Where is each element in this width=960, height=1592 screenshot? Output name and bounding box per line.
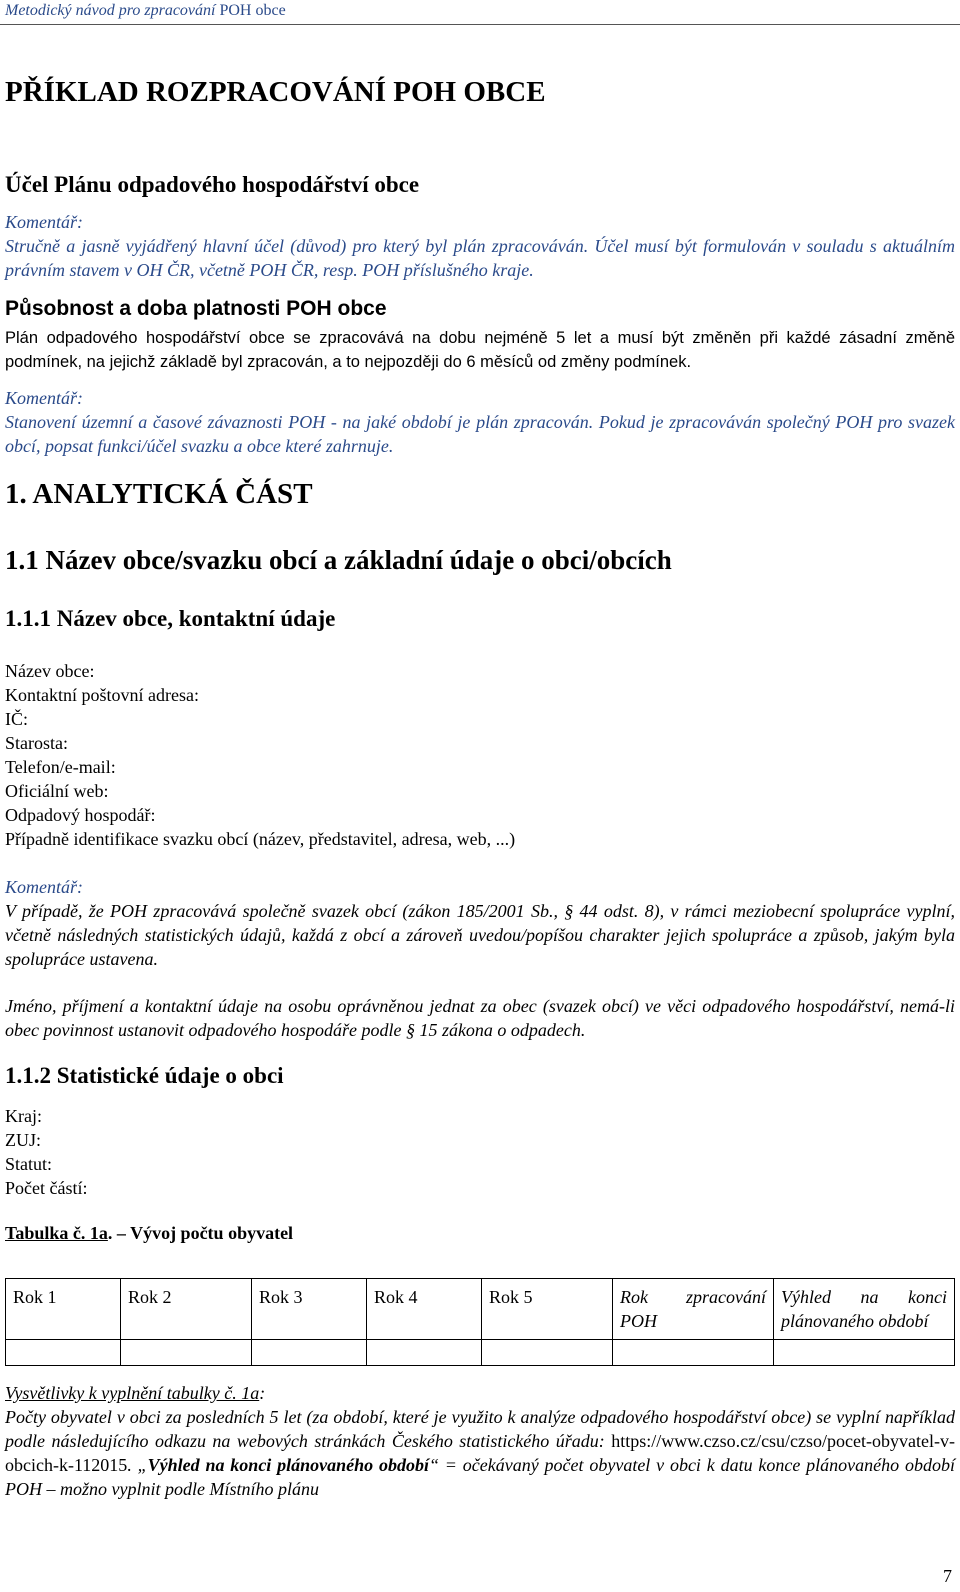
table-cell[interactable] [252, 1340, 367, 1366]
table-cell[interactable] [482, 1340, 613, 1366]
header-prefix: Metodický návod pro zpracování [5, 2, 216, 19]
field-municipality-name: Název obce: [5, 661, 95, 681]
explanation-text [5, 1405, 955, 1501]
table-label: Tabulka č. 1a [5, 1223, 108, 1243]
comment-label: Komentář: [5, 388, 83, 408]
section-1-1-2-heading: 1.1.2 Statistické údaje o obci [5, 1063, 284, 1088]
table-header-cell: Rok 5 [482, 1279, 613, 1340]
table-cell[interactable] [774, 1340, 955, 1366]
field-postal-address: Kontaktní poštovní adresa: [5, 685, 199, 705]
purpose-comment [5, 210, 955, 282]
explanation-colon: : [259, 1383, 266, 1403]
table-header-cell: Rok 2 [121, 1279, 252, 1340]
scope-text: Plán odpadového hospodářství obce se zpracovává na dobu nejméně 5 let a musí být změněn při každé zásadní změně podmínek, na jejichž základě byl zpracován, a to nejpozději do 6 měsíců od změny podmínek. [5, 329, 955, 371]
table-cell[interactable] [6, 1340, 121, 1366]
field-union-identification: Případně identifikace svazku obcí (název, představitel, adresa, web, ...) [5, 829, 516, 849]
field-ic: IČ: [5, 709, 29, 729]
field-zuj: ZUJ: [5, 1130, 41, 1150]
contact-comment [5, 875, 955, 971]
field-region: Kraj: [5, 1106, 42, 1126]
scope-comment [5, 386, 955, 458]
table-cell[interactable] [613, 1340, 774, 1366]
running-header [5, 2, 286, 20]
scope-heading: Působnost a doba platnosti POH obce [5, 297, 387, 320]
comment-text: Stanovení územní a časové závaznosti POH - na jaké období je plán zpracován. Pokud je zpracováván společný POH pro svazek obcí, popsat funkci/účel svazku a obce které zahrnuje. [5, 412, 955, 456]
table-header-cell: Rok 1 [6, 1279, 121, 1340]
table-explanation [5, 1381, 955, 1501]
table-cell[interactable] [121, 1340, 252, 1366]
field-waste-manager: Odpadový hospodář: [5, 805, 156, 825]
comment-label: Komentář: [5, 212, 83, 232]
explanation-text-3: “ = očekávaný počet obyvatel v obci k datu konce plánovaného období POH – možno vyplnit podle Místního plánu [5, 1455, 955, 1499]
explanation-bold-term: Výhled na konci plánovaného období [147, 1455, 429, 1475]
comment-text: Stručně a jasně vyjádřený hlavní účel (důvod) pro který byl plán zpracováván. Účel musí být formulován v souladu s aktuálním právním stavem v OH ČR, včetně POH ČR, resp. POH příslušného kraje. [5, 236, 955, 280]
field-mayor: Starosta: [5, 733, 68, 753]
table-header-cell: Rok 3 [252, 1279, 367, 1340]
explanation-text-1: Počty obyvatel v obci za posledních 5 let (za období, které je využito k analýze odpadového hospodářství obce) se vyplní například podle následujícího odkazu na webových stránkách Českého statistického úřadu: [5, 1407, 955, 1451]
explanation-heading [5, 1381, 955, 1405]
comment-text: V případě, že POH zpracovává společně svazek obcí (zákon 185/2001 Sb., § 44 odst. 8), v rámci meziobecní spolupráce vyplní, včetně následných statistických údajů, každá z obcí a zároveň uvedou/popíšou charakter jejich spolupráce a způsob, jakým byla spolupráce ustavena. [5, 901, 955, 969]
explanation-label: Vysvětlivky k vyplnění tabulky č. 1a [5, 1383, 260, 1403]
table-header-cell: Rok zpracování POH [613, 1279, 774, 1340]
table-cell[interactable] [367, 1340, 482, 1366]
header-suffix: POH obce [219, 2, 286, 19]
header-divider [0, 24, 960, 25]
section-1-1-heading: 1.1 Název obce/svazku obcí a základní údaje o obci/obcích [5, 545, 672, 575]
table-header-cell: Rok 4 [367, 1279, 482, 1340]
field-parts-count: Počet částí: [5, 1178, 88, 1198]
table-title [5, 1223, 293, 1244]
comment-label: Komentář: [5, 877, 83, 897]
field-status: Statut: [5, 1154, 53, 1174]
table-row [6, 1340, 955, 1366]
table-header-row [6, 1279, 955, 1340]
field-phone-email: Telefon/e-mail: [5, 757, 116, 777]
page-number: 7 [943, 1566, 952, 1586]
document-title: PŘÍKLAD ROZPRACOVÁNÍ POH OBCE [5, 76, 546, 108]
table-caption: . – Vývoj počtu obyvatel [107, 1223, 294, 1243]
population-table [5, 1278, 955, 1366]
explanation-text-2: . „ [127, 1455, 148, 1475]
statistics-office-link[interactable]: https://www.czso.cz/csu/czso/pocet-obyvatel-v-obcich-k-112015 [5, 1431, 955, 1475]
table-header-cell: Výhled na konci plánovaného období [774, 1279, 955, 1340]
analytic-part-heading: 1. ANALYTICKÁ ČÁST [5, 478, 313, 510]
section-1-1-1-heading: 1.1.1 Název obce, kontaktní údaje [5, 606, 336, 631]
field-official-web: Oficiální web: [5, 781, 109, 801]
contact-comment-2: Jméno, příjmení a kontaktní údaje na osobu oprávněnou jednat za obec (svazek obcí) ve věci odpadového hospodářství, nemá-li obec povinnost ustanovit odpadového hospodáře podle § 15 zákona o odpadech. [5, 996, 955, 1040]
purpose-heading: Účel Plánu odpadového hospodářství obce [5, 172, 420, 197]
